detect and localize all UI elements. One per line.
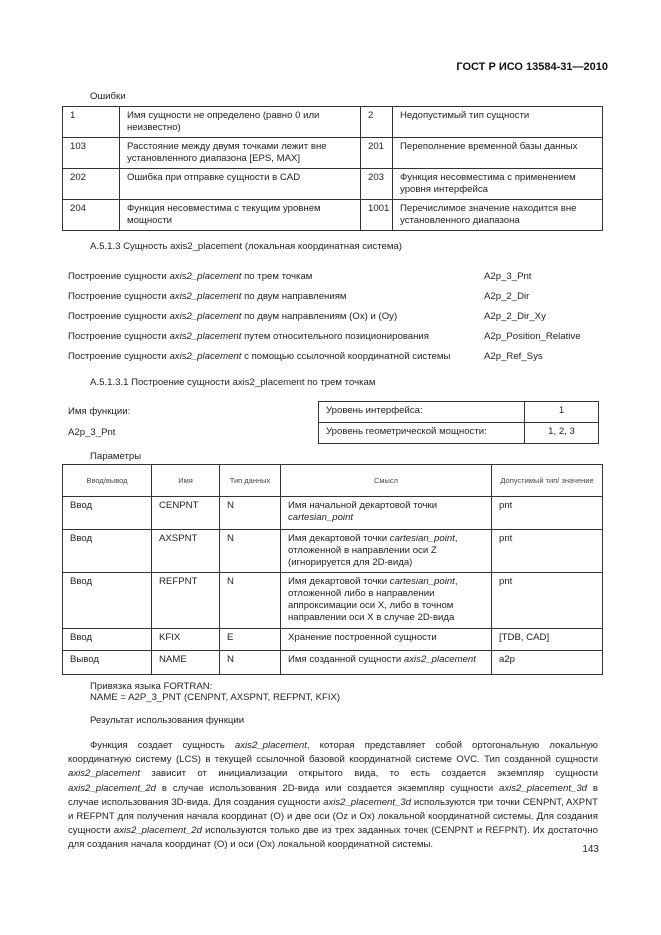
text: используются только две из трех заданных точек (CENPNT и REFPNT). Их достаточно для создания начала координат (O) и оси (Ox) локальной координатной системы. xyxy=(68,825,598,851)
text: , отложенной либо в направлении аппроксимации оси X, либо в точном направлении оси X в случае 2D-вида xyxy=(288,576,458,623)
errors-table xyxy=(62,106,603,231)
param-io: Ввод xyxy=(63,629,152,651)
text: Построение сущности xyxy=(68,311,170,322)
function-code: A2p_3_Pnt xyxy=(484,271,532,282)
text: , отложенной в направлении оси Z (игнорируется для 2D-вида) xyxy=(288,533,458,568)
function-description xyxy=(68,291,347,302)
param-meaning xyxy=(281,530,492,573)
text: в случае использования 2D-вида или создается экземпляр сущности xyxy=(156,782,499,794)
column-header: Допустимый тип/ значение xyxy=(492,465,603,497)
error-row xyxy=(63,169,603,200)
errors-caption: Ошибки xyxy=(90,91,126,102)
error-message: Имя сущности не определено (равно 0 или неизвестно) xyxy=(120,107,361,138)
text: Имя декартовой точки xyxy=(288,533,390,544)
level-label: Уровень интерфейса: xyxy=(319,402,525,423)
param-allowed-value: pnt xyxy=(492,573,603,629)
function-description xyxy=(68,271,312,282)
text: путем относительного позиционирования xyxy=(241,331,429,342)
param-meaning xyxy=(281,573,492,629)
param-row xyxy=(63,651,603,675)
document-header: ГОСТ Р ИСО 13584-31—2010 xyxy=(456,61,608,73)
entity-name: axis2_placement_3d xyxy=(323,796,412,808)
param-name: NAME xyxy=(152,651,220,675)
error-message: Переполнение временной базы данных xyxy=(393,138,603,169)
text: по двум направлениям (Ox) и (Oy) xyxy=(241,311,398,322)
text: по трем точкам xyxy=(241,271,313,282)
entity-name: axis2_placement xyxy=(169,291,242,302)
page-number: 143 xyxy=(582,844,599,855)
fortran-call: NAME = A2P_3_PNT (CENPNT, AXSPNT, REFPNT, KFIX) xyxy=(90,692,341,703)
param-name: CENPNT xyxy=(152,497,220,530)
entity-name: axis2_placement xyxy=(169,351,242,362)
param-type: N xyxy=(220,573,281,629)
error-code: 1001 xyxy=(361,200,393,231)
column-header: Имя xyxy=(152,465,220,497)
column-header: Смысл xyxy=(281,465,492,497)
function-code: A2p_2_Dir_Xy xyxy=(484,311,546,322)
error-code: 201 xyxy=(361,138,393,169)
text: Построение сущности xyxy=(68,271,170,282)
function-code: A2p_Position_Relative xyxy=(484,331,581,342)
text: в случае использования 3D-вида. Для создания сущности xyxy=(68,782,599,808)
param-type: E xyxy=(220,629,281,651)
levels-table xyxy=(318,401,599,444)
param-meaning xyxy=(281,497,492,530)
column-header: Тип данных xyxy=(220,465,281,497)
param-io: Ввод xyxy=(63,497,152,530)
param-io: Ввод xyxy=(63,530,152,573)
error-row xyxy=(63,138,603,169)
entity-name: axis2_placement xyxy=(403,654,476,665)
error-code: 1 xyxy=(63,107,120,138)
param-allowed-value: pnt xyxy=(492,530,603,573)
param-row xyxy=(63,629,603,651)
error-message: Недопустимый тип сущности xyxy=(393,107,603,138)
function-description xyxy=(68,351,450,362)
text: с помощью ссылочной координатной системы xyxy=(241,351,451,362)
text: Построение сущности xyxy=(68,351,170,362)
entity-name: axis2_placement xyxy=(68,768,140,780)
function-name: A2p_3_Pnt xyxy=(68,427,116,438)
error-code: 202 xyxy=(63,169,120,200)
function-description xyxy=(68,331,429,342)
param-type: N xyxy=(220,497,281,530)
entity-name: axis2_placement_2d xyxy=(113,825,202,837)
error-row xyxy=(63,107,603,138)
entity-name: axis2_placement xyxy=(234,740,307,751)
param-row xyxy=(63,530,603,573)
text: Функция создает сущность xyxy=(90,740,235,751)
params-table xyxy=(62,464,603,675)
param-type: N xyxy=(220,651,281,675)
params-caption: Параметры xyxy=(90,451,142,462)
param-row xyxy=(63,497,603,530)
text: используются три точки CENPNT, AXPNT и REFPNT для получения начала координат (O) и две оси (Oz и Ox) локальной координатной системы. Для создания сущности xyxy=(68,796,598,837)
section-heading: А.5.1.3 Сущность axis2_placement (локальная координатная система) xyxy=(90,241,402,252)
text: Имя декартовой точки xyxy=(288,576,390,587)
function-code: A2p_Ref_Sys xyxy=(484,351,543,362)
error-message: Перечислимое значение находится вне установленного диапазона xyxy=(393,200,603,231)
function-name-label: Имя функции: xyxy=(68,406,131,417)
param-allowed-value: a2p xyxy=(492,651,603,675)
param-allowed-value: pnt xyxy=(492,497,603,530)
param-name: AXSPNT xyxy=(152,530,220,573)
function-description xyxy=(68,311,397,322)
text: Имя начальной декартовой точки xyxy=(288,500,438,511)
entity-name: cartesian_point xyxy=(389,533,455,544)
error-code: 204 xyxy=(63,200,120,231)
error-message: Расстояние между двумя точками лежит вне установленного диапазона [EPS, MAX] xyxy=(120,138,361,169)
error-row xyxy=(63,200,603,231)
error-message: Ошибка при отправке сущности в CAD xyxy=(120,169,361,200)
param-meaning xyxy=(281,651,492,675)
param-row xyxy=(63,573,603,629)
param-allowed-value: [TDB, CAD] xyxy=(492,629,603,651)
entity-name: axis2_placement xyxy=(169,271,242,282)
entity-name: axis2_placement_2d xyxy=(68,782,157,794)
entity-name: cartesian_point xyxy=(288,512,354,523)
fortran-label: Привязка языка FORTRAN: xyxy=(90,681,213,692)
function-code: A2p_2_Dir xyxy=(484,291,530,302)
error-code: 2 xyxy=(361,107,393,138)
entity-name: cartesian_point xyxy=(389,576,455,587)
entity-name: axis2_placement xyxy=(169,331,242,342)
column-header: Ввод/вывод xyxy=(63,465,152,497)
level-value: 1, 2, 3 xyxy=(525,423,599,444)
text: Построение сущности xyxy=(68,331,170,342)
error-code: 203 xyxy=(361,169,393,200)
text: , которая представляет собой ортогональную локальную координатную систему (LCS) в текущей ссылочной базовой координатной системе OVC. Тип созданной сущности xyxy=(68,740,598,766)
text: Хранение построенной сущности xyxy=(288,632,437,643)
params-header-row xyxy=(63,465,603,497)
param-type: N xyxy=(220,530,281,573)
text: Имя созданной сущности xyxy=(288,654,404,665)
error-message: Функция несовместима с текущим уровнем мощности xyxy=(120,200,361,231)
subsection-heading: А.5.1.3.1 Построение сущности axis2_placement по трем точкам xyxy=(90,377,376,388)
text: Построение сущности xyxy=(68,291,170,302)
param-name: REFPNT xyxy=(152,573,220,629)
entity-name: axis2_placement_3d xyxy=(499,782,588,794)
result-paragraph xyxy=(68,739,598,853)
result-heading: Результат использования функции xyxy=(90,715,245,726)
param-name: KFIX xyxy=(152,629,220,651)
error-message: Функция несовместима с применением уровня интерфейса xyxy=(393,169,603,200)
text: зависит от инициализации открытого вида, то есть создается экземпляр сущности xyxy=(140,768,598,780)
level-label: Уровень геометрической мощности: xyxy=(319,423,525,444)
param-meaning xyxy=(281,629,492,651)
level-value: 1 xyxy=(525,402,599,423)
param-io: Вывод xyxy=(63,651,152,675)
text: по двум направлениям xyxy=(241,291,347,302)
param-io: Ввод xyxy=(63,573,152,629)
entity-name: axis2_placement xyxy=(169,311,242,322)
error-code: 103 xyxy=(63,138,120,169)
